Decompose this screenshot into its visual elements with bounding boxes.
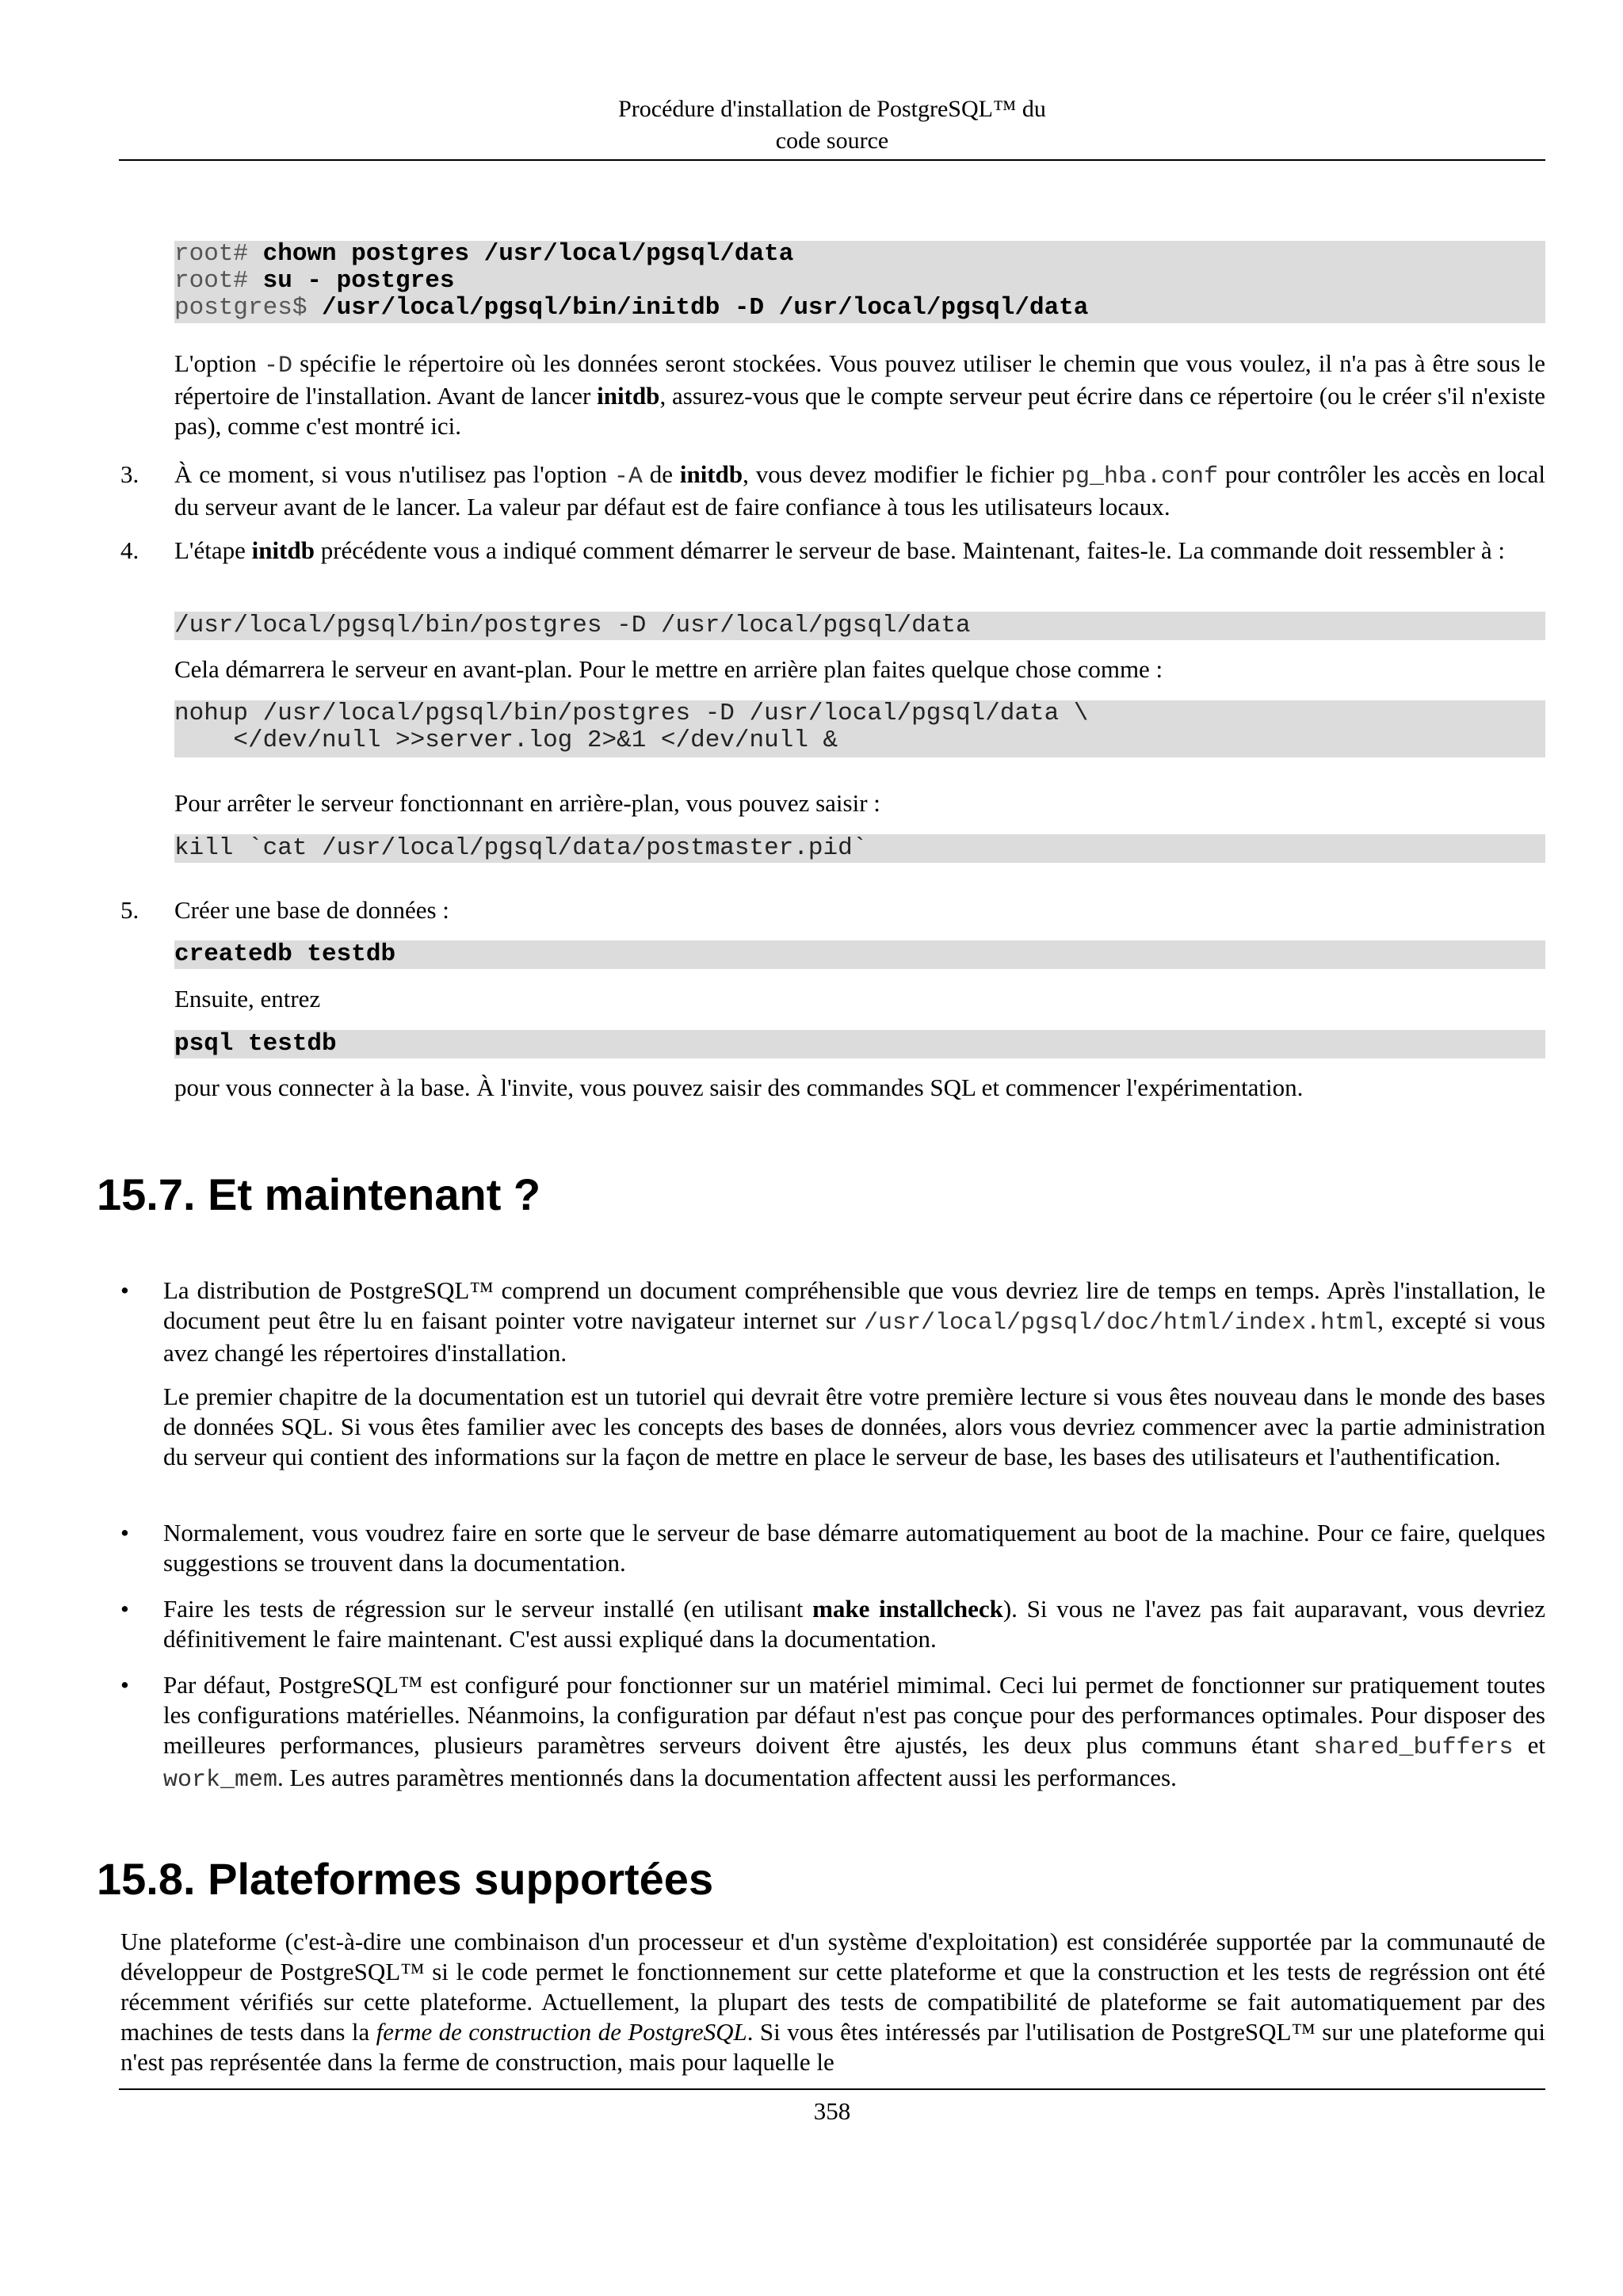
code-line: root# chown postgres /usr/local/pgsql/data xyxy=(174,241,794,268)
code-line: root# su - postgres xyxy=(174,267,455,295)
bullet-item-autostart: Normalement, vous voudrez faire en sorte que le serveur de base démarre automatiquement au boot de la machine. Pour ce faire, quelques suggestions se trouvent dans la documentation. xyxy=(163,1519,1545,1577)
inline-code: pg_hba.conf xyxy=(1060,463,1218,490)
code-block-kill: kill `cat /usr/local/pgsql/data/postmaster.pid` xyxy=(174,834,1545,863)
bullet-item-documentation: La distribution de PostgreSQL™ comprend un document compréhensible que vous devriez lire de temps en temps. Après l'installation, le document peut être lu en faisant pointer votre navigateur internet sur /usr/local/pgsql/doc/html/index.html, excepté si vous avez changé les répertoires d'installation. xyxy=(163,1276,1545,1367)
bullet-marker: • xyxy=(120,1276,129,1304)
code-line: </dev/null >>server.log 2>&1 </dev/null & xyxy=(174,727,838,754)
code-block-start-server: /usr/local/pgsql/bin/postgres -D /usr/local/pgsql/data xyxy=(174,612,1545,640)
step-5-text: Créer une base de données : xyxy=(174,896,449,924)
paragraph-supported-platforms: Une plateforme (c'est-à-dire une combinaison d'un processeur et d'un système d'exploitation) est considérée supportée par la communauté de développeur de PostgreSQL™ si le code permet le fonctionnement sur cette plateforme et que la construction et les tests de regréssion ont été récemment vérifiés sur cette plateforme. Actuellement, la plupart des tests de compatibilité de plateforme se fait automatiquement par des machines de tests dans la ferme de construction de PostgreSQL. Si vous êtes intéressés par l'utilisation de PostgreSQL™ sur une plateforme qui n'est pas représentée dans la ferme de construction, mais pour laquelle le xyxy=(120,1928,1546,2076)
bullet-item-performance: Par défaut, PostgreSQL™ est configuré pour fonctionner sur un matériel mimimal. Ceci lui permet de fonctionner sur pratiquement toutes les configurations matérielles. Néanmoins, la configuration par défaut n'est pas conçue pour des performances optimales. Pour disposer des meilleures performances, plusieurs paramètres serveurs doivent être ajustés, les deux plus communs étant shared_buffers et work_mem. Les autres paramètres mentionnés dans la documentation affectent aussi les performances. xyxy=(163,1671,1546,1794)
section-heading-15-7: 15.7. Et maintenant ? xyxy=(97,1169,541,1219)
bullet-item-regression-tests: Faire les tests de régression sur le serveur installé (en utilisant make installcheck). Si vous ne l'avez pas fait auparavant, vous devriez définitivement le faire maintenant. C'est aussi expliqué dans la documentation. xyxy=(163,1595,1545,1653)
step-number-5: 5. xyxy=(120,896,139,924)
page-number: 358 xyxy=(813,2097,851,2125)
text-stop-hint: Pour arrêter le serveur fonctionnant en arrière-plan, vous pouvez saisir : xyxy=(174,789,880,817)
bullet-item-documentation-p2: Le premier chapitre de la documentation est un tutoriel qui devrait être votre première lecture si vous êtes nouveau dans le monde des bases de données SQL. Si vous êtes familier avec les concepts des bases de données, alors vous devriez commencer avec la partie administration du serveur qui contient des informations sur la façon de mettre en place le serveur de base, les bases des utilisateurs et l'authentification. xyxy=(163,1383,1545,1470)
bullet-marker: • xyxy=(120,1671,129,1699)
step-number-3: 3. xyxy=(120,460,139,488)
bullet-marker: • xyxy=(120,1595,129,1623)
header-line-1: Procédure d'installation de PostgreSQL™ du xyxy=(618,96,1046,122)
text-background-hint: Cela démarrera le serveur en avant-plan. Pour le mettre en arrière plan faites quelque chose comme : xyxy=(174,655,1163,683)
inline-code: work_mem xyxy=(163,1767,278,1794)
header-rule xyxy=(119,159,1545,161)
inline-code: -D xyxy=(263,353,292,379)
inline-code: shared_buffers xyxy=(1313,1734,1514,1761)
code-block-psql: psql testdb xyxy=(174,1030,1545,1058)
header-line-2: code source xyxy=(775,128,889,154)
code-line: nohup /usr/local/pgsql/bin/postgres -D /usr/local/pgsql/data \ xyxy=(174,700,1089,727)
inline-code: /usr/local/pgsql/doc/html/index.html xyxy=(863,1310,1378,1337)
step-number-4: 4. xyxy=(120,536,139,564)
code-block-initdb xyxy=(174,241,1545,323)
bullet-marker: • xyxy=(120,1519,129,1547)
paragraph-option-d: L'option -D spécifie le répertoire où les données seront stockées. Vous pouvez utiliser le chemin que vous voulez, il n'a pas à être sous le répertoire de l'installation. Avant de lancer initdb, assurez-vous que le compte serveur peut écrire dans ce répertoire (ou le créer s'il n'existe pas), comme c'est montré ici. xyxy=(174,349,1545,440)
text-after-psql: pour vous connecter à la base. À l'invite, vous pouvez saisir des commandes SQL et commencer l'expérimentation. xyxy=(174,1074,1304,1101)
inline-code: -A xyxy=(613,463,643,490)
running-header xyxy=(119,93,1545,157)
step-3-text: À ce moment, si vous n'utilisez pas l'option -A de initdb, vous devez modifier le fichier pg_hba.conf pour contrôler les accès en local du serveur avant de le lancer. La valeur par défaut est de faire confiance à tous les utilisateurs locaux. xyxy=(174,460,1545,521)
code-block-nohup xyxy=(174,700,1545,757)
step-4-text: L'étape initdb précédente vous a indiqué comment démarrer le serveur de base. Maintenant, faites-le. La commande doit ressembler à : xyxy=(174,536,1505,564)
code-line: postgres$ /usr/local/pgsql/bin/initdb -D /usr/local/pgsql/data xyxy=(174,294,1089,322)
code-block-createdb: createdb testdb xyxy=(174,940,1545,969)
footer-rule xyxy=(119,2088,1545,2090)
text-then-enter: Ensuite, entrez xyxy=(174,985,321,1013)
section-heading-15-8: 15.8. Plateformes supportées xyxy=(97,1854,714,1904)
